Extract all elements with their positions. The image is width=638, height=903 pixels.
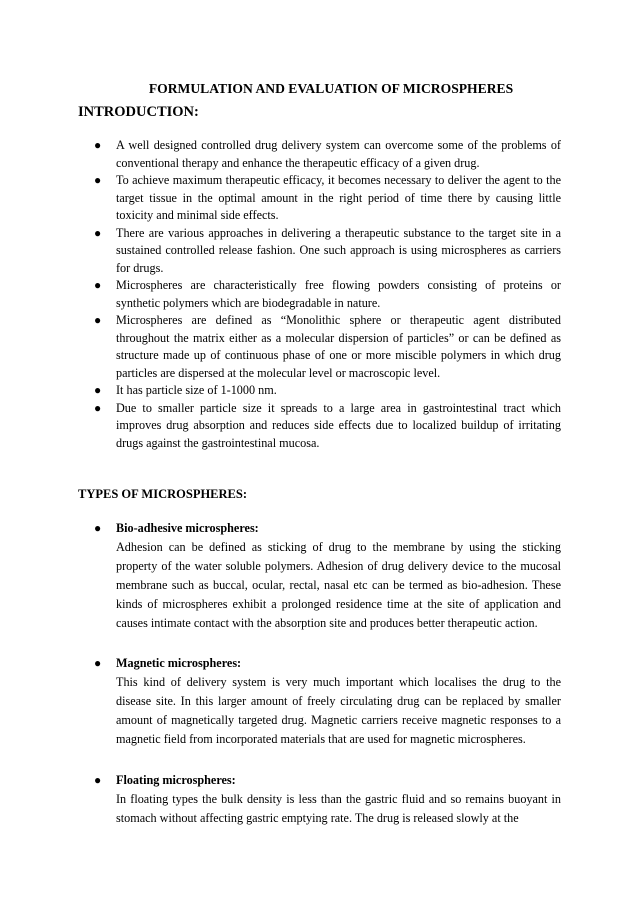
list-item	[0, 225, 561, 278]
bullet-icon: ●	[94, 773, 102, 787]
bullet-icon: ●	[94, 383, 102, 397]
introduction-heading: INTRODUCTION:	[78, 104, 199, 120]
type-body: In floating types the bulk density is less than the gastric fluid and so remains buoyant in stomach without affecting gastric emptying rate. The drug is released slowly at the	[116, 791, 561, 825]
list-item	[0, 277, 561, 312]
document-title: FORMULATION AND EVALUATION OF MICROSPHERES	[148, 81, 514, 96]
list-item	[0, 137, 561, 172]
type-item-magnetic	[0, 655, 638, 749]
list-item-text: It has particle size of 1-1000 nm.	[116, 383, 277, 397]
introduction-list	[0, 137, 561, 452]
list-item-text: Microspheres are characteristically free flowing powders consisting of proteins or synthetic polymers which are biodegradable in nature.	[116, 278, 561, 310]
types-heading: TYPES OF MICROSPHERES:	[78, 487, 248, 501]
type-title: Magnetic microspheres:	[116, 656, 242, 670]
list-item	[0, 172, 561, 225]
bullet-icon: ●	[94, 400, 102, 415]
list-item	[0, 382, 561, 400]
bullet-icon: ●	[94, 225, 102, 240]
type-item-bioadhesive	[0, 520, 638, 633]
list-item	[0, 312, 561, 382]
bullet-icon: ●	[94, 138, 102, 152]
type-title: Floating microspheres:	[116, 773, 236, 787]
type-title: Bio-adhesive microspheres:	[116, 521, 259, 535]
type-body: Adhesion can be defined as sticking of drug to the membrane by using the sticking property of the water soluble polymers. Adhesion of drug delivery device to the mucosal membrane such as buccal, ocular, rectal, nasal etc can be termed as bio-adhesion. These kinds of microspheres exhibit a prolonged residence time at the site of application and causes intimate contact with the absorption site and produces better therapeutic action.	[116, 539, 561, 630]
type-body: This kind of delivery system is very much important which localises the drug to the disease site. In this larger amount of freely circulating drug can be replaced by smaller amount of magnetically targeted drug. Magnetic carriers receive magnetic responses to a magnetic field from incorporated materials that are used for magnetic microspheres.	[116, 674, 561, 746]
list-item-text: A well designed controlled drug delivery system can overcome some of the problems of conventional therapy and enhance the therapeutic efficacy of a given drug.	[116, 138, 561, 170]
bullet-icon: ●	[94, 313, 102, 327]
list-item-text: Microspheres are defined as “Monolithic sphere or therapeutic agent distributed throughout the matrix either as a molecular dispersion of particles” or can be defined as structure made up of continuous phase of one or more miscible polymers in which drug particles are dispersed at the molecular level or macroscopic level.	[116, 313, 561, 380]
type-item-floating	[0, 772, 638, 828]
list-item-text: To achieve maximum therapeutic efficacy, it becomes necessary to deliver the agent to the target tissue in the optimal amount in the right period of time there by causing little toxicity and minimal side effects.	[116, 173, 561, 222]
list-item	[0, 400, 561, 453]
bullet-icon: ●	[94, 278, 102, 292]
bullet-icon: ●	[94, 173, 102, 187]
bullet-icon: ●	[94, 521, 102, 535]
list-item-text: There are various approaches in delivering a therapeutic substance to the target site in a sustained controlled release fashion. One such approach is using microspheres as carriers for drugs.	[116, 225, 561, 275]
list-item-text: Due to smaller particle size it spreads to a large area in gastrointestinal tract which improves drug absorption and reduces side effects due to localized buildup of irritating drugs against the gastrointestinal mucosa.	[116, 400, 561, 450]
bullet-icon: ●	[94, 656, 102, 670]
